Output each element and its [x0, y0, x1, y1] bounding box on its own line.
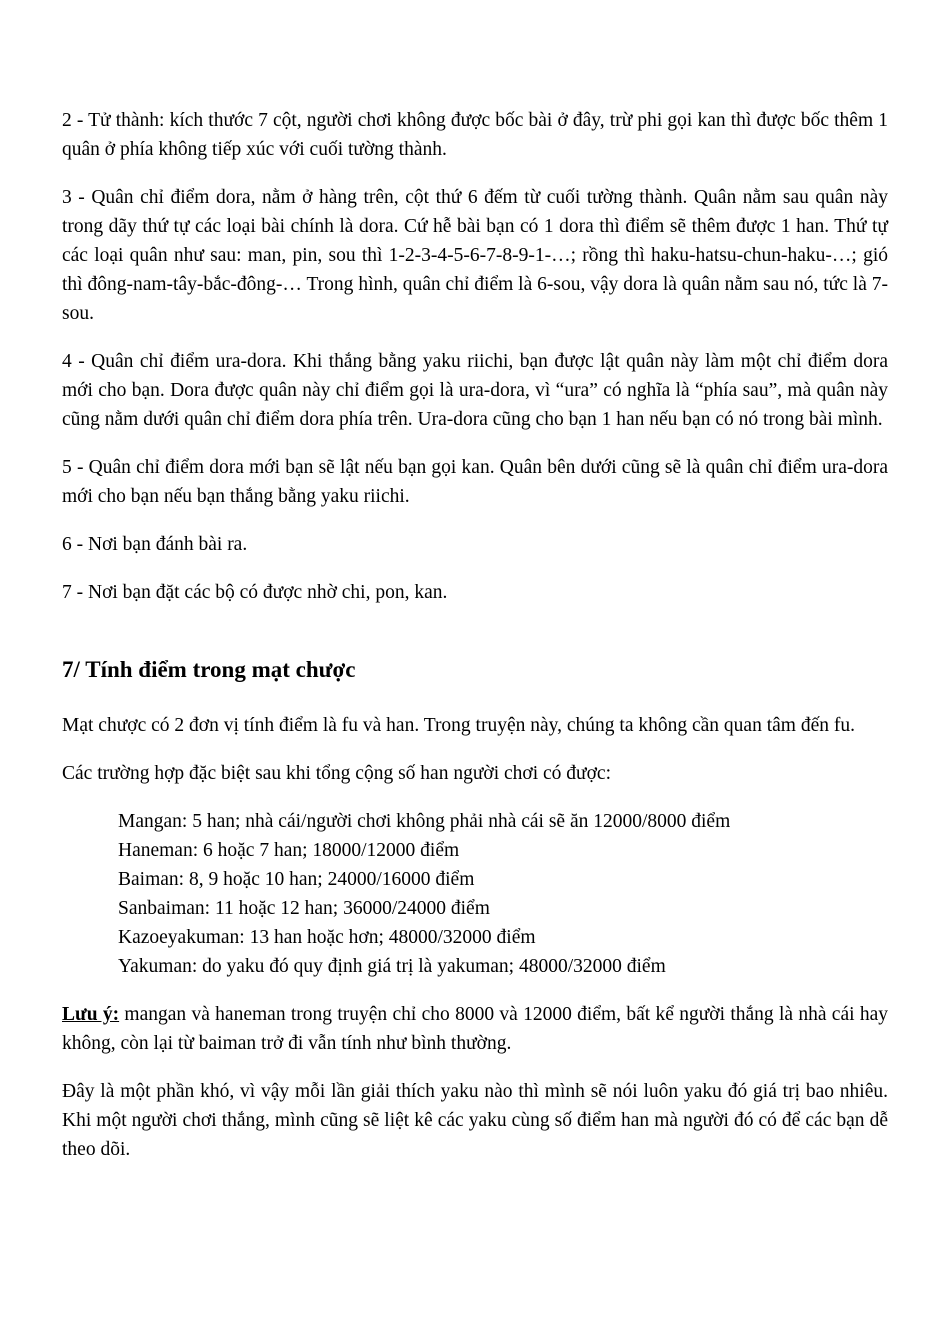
numbered-note-7: 7 - Nơi bạn đặt các bộ có được nhờ chi, pon, kan.	[62, 582, 448, 603]
scoring-intro-paragraph: Mạt chược có 2 đơn vị tính điểm là fu và han. Trong truyện này, chúng ta không cần quan tâm đến fu.	[62, 715, 855, 736]
section-heading-scoring: 7/ Tính điểm trong mạt chược	[62, 657, 356, 682]
note-text: mangan và haneman trong truyện chỉ cho 8000 và 12000 điểm, bất kể người thắng là nhà cái hay không, còn lại từ baiman trở đi vẫn tính như bình thường.	[62, 1004, 888, 1054]
score-case-baiman: Baiman: 8, 9 hoặc 10 han; 24000/16000 điểm	[118, 869, 475, 890]
score-case-sanbaiman: Sanbaiman: 11 hoặc 12 han; 36000/24000 điểm	[118, 898, 490, 919]
score-cases-intro: Các trường hợp đặc biệt sau khi tổng cộng số han người chơi có được:	[62, 763, 611, 784]
note-paragraph	[62, 1000, 888, 1058]
numbered-note-5: 5 - Quân chỉ điểm dora mới bạn sẽ lật nếu bạn gọi kan. Quân bên dưới cũng sẽ là quân chỉ điểm ura-dora mới cho bạn nếu bạn thắng bằng yaku riichi.	[62, 457, 888, 507]
score-cases-list	[62, 807, 888, 981]
note-label: Lưu ý:	[62, 1004, 120, 1025]
closing-paragraph: Đây là một phần khó, vì vậy mỗi lần giải thích yaku nào thì mình sẽ nói luôn yaku đó giá trị bao nhiêu. Khi một người chơi thắng, mình cũng sẽ liệt kê các yaku cùng số điểm han mà người đó có để các bạn dễ theo dõi.	[62, 1081, 888, 1160]
score-case-kazoeyakuman: Kazoeyakuman: 13 han hoặc hơn; 48000/32000 điểm	[118, 927, 536, 948]
score-case-haneman: Haneman: 6 hoặc 7 han; 18000/12000 điểm	[118, 840, 460, 861]
numbered-note-6: 6 - Nơi bạn đánh bài ra.	[62, 534, 248, 555]
numbered-note-4: 4 - Quân chỉ điểm ura-dora. Khi thắng bằng yaku riichi, bạn được lật quân này làm một chỉ điểm dora mới cho bạn. Dora được quân này chỉ điểm gọi là ura-dora, vì “ura” có nghĩa là “phía sau”, mà quân này cũng nằm dưới quân chỉ điểm dora phía trên. Ura-dora cũng cho bạn 1 han nếu bạn có nó trong bài mình.	[62, 351, 888, 430]
score-case-yakuman: Yakuman: do yaku đó quy định giá trị là yakuman; 48000/32000 điểm	[118, 956, 666, 977]
score-case-mangan: Mangan: 5 han; nhà cái/người chơi không phải nhà cái sẽ ăn 12000/8000 điểm	[118, 811, 731, 832]
numbered-note-3: 3 - Quân chỉ điểm dora, nằm ở hàng trên, cột thứ 6 đếm từ cuối tường thành. Quân nằm sau quân này trong dãy thứ tự các loại bài chính là dora. Cứ hễ bài bạn có 1 dora thì điểm sẽ thêm được 1 han. Thứ tự các loại quân như sau: man, pin, sou thì 1-2-3-4-5-6-7-8-9-1-…; rồng thì haku-hatsu-chun-haku-…; gió thì đông-nam-tây-bắc-đông-… Trong hình, quân chỉ điểm là 6-sou, vậy dora là quân nằm sau nó, tức là 7-sou.	[62, 187, 888, 324]
numbered-note-2: 2 - Tử thành: kích thước 7 cột, người chơi không được bốc bài ở đây, trừ phi gọi kan thì được bốc thêm 1 quân ở phía không tiếp xúc với cuối tường thành.	[62, 110, 888, 160]
